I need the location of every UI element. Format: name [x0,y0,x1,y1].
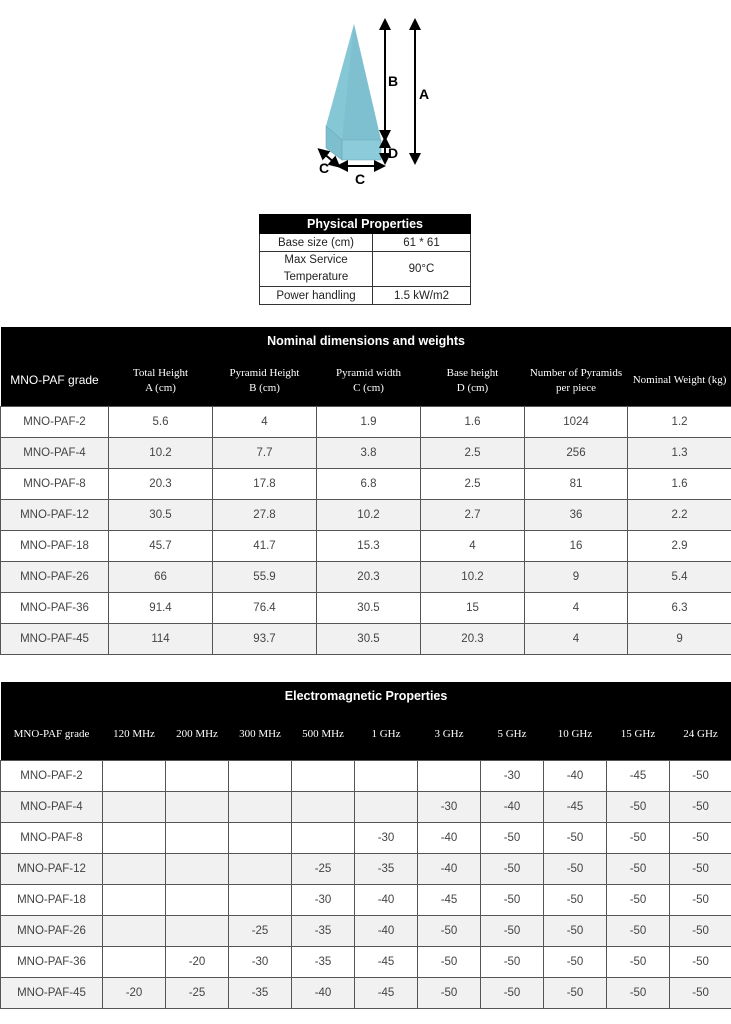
absorption-cell: -50 [544,916,607,947]
prop-label-line: Temperature [283,271,349,283]
value-cell: 4 [525,624,628,655]
header-line: Pyramid Height [229,366,300,379]
prop-label: Power handling [260,287,373,305]
absorption-cell: -50 [481,947,544,978]
absorption-cell [166,916,229,947]
absorption-cell: -40 [355,885,418,916]
grade-cell: MNO-PAF-8 [1,469,109,500]
value-cell: 1.3 [628,438,731,469]
value-cell: 5.6 [109,407,213,438]
dimensions-table [0,327,731,655]
table-row [1,624,731,655]
column-header [525,355,628,407]
absorption-cell: -50 [481,854,544,885]
value-cell: 4 [421,531,525,562]
table-row [1,407,731,438]
column-header: 3 GHz [418,709,481,761]
grade-cell: MNO-PAF-12 [1,500,109,531]
value-cell: 10.2 [421,562,525,593]
value-cell: 6.3 [628,593,731,624]
label-D: D [388,145,399,161]
absorption-cell: -50 [670,854,731,885]
table-row [1,823,731,854]
column-header: 15 GHz [607,709,670,761]
dimensions-title: Nominal dimensions and weights [1,327,731,355]
absorption-cell: -50 [607,823,670,854]
pyramid-dimension-diagram [300,0,450,190]
absorption-cell [103,792,166,823]
absorption-cell [229,854,292,885]
grade-cell: MNO-PAF-2 [1,407,109,438]
column-header [109,355,213,407]
absorption-cell [229,885,292,916]
absorption-cell: -30 [292,885,355,916]
label-B: B [388,73,399,89]
absorption-cell [103,854,166,885]
value-cell: 27.8 [213,500,317,531]
column-header: 200 MHz [166,709,229,761]
value-cell: 256 [525,438,628,469]
table-row [1,438,731,469]
absorption-cell: -50 [607,947,670,978]
absorption-cell: -50 [418,978,481,1009]
value-cell: 9 [628,624,731,655]
value-cell: 20.3 [421,624,525,655]
grade-cell: MNO-PAF-2 [1,761,103,792]
header-line: Base height [446,366,499,379]
value-cell: 91.4 [109,593,213,624]
absorption-cell: -50 [544,885,607,916]
value-cell: 36 [525,500,628,531]
table-row [1,469,731,500]
value-cell: 6.8 [317,469,421,500]
absorption-cell: -45 [607,761,670,792]
header-line: A (cm) [145,381,176,394]
grade-cell: MNO-PAF-26 [1,916,103,947]
absorption-cell: -35 [292,947,355,978]
absorption-cell [103,761,166,792]
absorption-cell: -50 [607,792,670,823]
value-cell: 16 [525,531,628,562]
value-cell: 10.2 [317,500,421,531]
absorption-cell: -40 [544,761,607,792]
value-cell: 17.8 [213,469,317,500]
absorption-cell [166,854,229,885]
value-cell: 1.9 [317,407,421,438]
table-row [1,593,731,624]
column-header: MNO-PAF grade [1,709,103,761]
value-cell: 20.3 [317,562,421,593]
header-line: per piece [556,381,596,394]
grade-cell: MNO-PAF-18 [1,531,109,562]
value-cell: 1.6 [421,407,525,438]
absorption-cell: -25 [292,854,355,885]
prop-label [260,252,373,287]
value-cell: 15 [421,593,525,624]
column-header: 300 MHz [229,709,292,761]
absorption-cell [166,761,229,792]
absorption-cell [103,916,166,947]
column-header: 24 GHz [670,709,731,761]
column-header [421,355,525,407]
absorption-cell: -45 [418,885,481,916]
absorption-cell: -50 [670,823,731,854]
absorption-cell: -40 [355,916,418,947]
value-cell: 5.4 [628,562,731,593]
header-line: C (cm) [353,381,384,394]
absorption-cell: -35 [229,978,292,1009]
header-line: D (cm) [456,381,489,394]
value-cell: 4 [213,407,317,438]
absorption-cell: -50 [418,916,481,947]
grade-cell: MNO-PAF-18 [1,885,103,916]
value-cell: 2.7 [421,500,525,531]
value-cell: 30.5 [317,593,421,624]
absorption-cell: -50 [670,885,731,916]
absorption-cell [103,885,166,916]
absorption-cell: -45 [355,947,418,978]
table-row [1,854,731,885]
absorption-cell: -50 [544,978,607,1009]
physical-properties-title: Physical Properties [260,215,471,234]
value-cell: 1.6 [628,469,731,500]
value-cell: 4 [525,593,628,624]
header-line: Pyramid width [335,366,402,379]
column-header [1,355,109,407]
absorption-cell: -50 [670,916,731,947]
table-row [1,916,731,947]
value-cell: 81 [525,469,628,500]
absorption-cell: -25 [229,916,292,947]
value-cell: 93.7 [213,624,317,655]
electromagnetic-table [0,682,731,1009]
grade-cell: MNO-PAF-4 [1,438,109,469]
value-cell: 45.7 [109,531,213,562]
column-header [213,355,317,407]
value-cell: 2.2 [628,500,731,531]
column-header: 1 GHz [355,709,418,761]
grade-cell: MNO-PAF-8 [1,823,103,854]
column-header [317,355,421,407]
absorption-cell: -35 [292,916,355,947]
table-row [1,531,731,562]
table-row [1,885,731,916]
value-cell: 15.3 [317,531,421,562]
absorption-cell: -50 [607,854,670,885]
absorption-cell: -45 [355,978,418,1009]
table-row [1,500,731,531]
absorption-cell: -30 [355,823,418,854]
absorption-cell: -50 [670,792,731,823]
value-cell: 76.4 [213,593,317,624]
absorption-cell [292,761,355,792]
absorption-cell [229,792,292,823]
header-line: Nominal Weight (kg) [632,374,727,386]
value-cell: 41.7 [213,531,317,562]
value-cell: 55.9 [213,562,317,593]
absorption-cell: -50 [418,947,481,978]
prop-value: 1.5 kW/m2 [373,287,471,305]
absorption-cell: -45 [544,792,607,823]
absorption-cell [292,823,355,854]
absorption-cell: -50 [544,854,607,885]
value-cell: 1.2 [628,407,731,438]
absorption-cell: -30 [229,947,292,978]
column-header: 5 GHz [481,709,544,761]
absorption-cell: -50 [607,885,670,916]
header-line: B (cm) [249,381,280,394]
table-row [1,947,731,978]
table-row [1,562,731,593]
header-line: Number of Pyramids [529,366,623,379]
value-cell: 66 [109,562,213,593]
grade-cell: MNO-PAF-12 [1,854,103,885]
absorption-cell [355,761,418,792]
table-row [1,792,731,823]
prop-label-line: Max Service [284,254,348,266]
absorption-cell: -50 [607,916,670,947]
absorption-cell: -40 [418,823,481,854]
value-cell: 30.5 [317,624,421,655]
absorption-cell: -40 [292,978,355,1009]
grade-cell: MNO-PAF-45 [1,978,103,1009]
absorption-cell: -40 [418,854,481,885]
absorption-cell: -20 [103,978,166,1009]
electromagnetic-title: Electromagnetic Properties [1,682,731,709]
prop-value: 61 * 61 [373,234,471,252]
absorption-cell: -50 [481,978,544,1009]
value-cell: 7.7 [213,438,317,469]
absorption-cell: -50 [481,885,544,916]
absorption-cell: -50 [607,978,670,1009]
value-cell: 114 [109,624,213,655]
absorption-cell: -25 [166,978,229,1009]
absorption-cell [103,823,166,854]
pyramid-shape [326,24,381,160]
header-line: Total Height [132,366,189,379]
label-C-width: C [355,171,366,187]
column-header: 120 MHz [103,709,166,761]
table-row [1,761,731,792]
absorption-cell: -50 [481,823,544,854]
absorption-cell [229,761,292,792]
grade-cell: MNO-PAF-36 [1,593,109,624]
column-header: 10 GHz [544,709,607,761]
label-C-depth: C [319,160,330,176]
value-cell: 2.5 [421,469,525,500]
value-cell: 2.5 [421,438,525,469]
absorption-cell [418,761,481,792]
grade-cell: MNO-PAF-26 [1,562,109,593]
physical-properties-table [259,214,471,305]
value-cell: 3.8 [317,438,421,469]
absorption-cell: -50 [481,916,544,947]
absorption-cell: -30 [418,792,481,823]
grade-cell: MNO-PAF-45 [1,624,109,655]
header-line: MNO-PAF grade [10,373,99,387]
label-A: A [419,86,430,102]
value-cell: 2.9 [628,531,731,562]
absorption-cell: -50 [544,947,607,978]
absorption-cell: -20 [166,947,229,978]
absorption-cell: -50 [544,823,607,854]
value-cell: 1024 [525,407,628,438]
absorption-cell: -50 [670,761,731,792]
absorption-cell [103,947,166,978]
absorption-cell [166,823,229,854]
column-header [628,355,731,407]
absorption-cell [166,792,229,823]
prop-value: 90°C [373,252,471,287]
grade-cell: MNO-PAF-4 [1,792,103,823]
value-cell: 30.5 [109,500,213,531]
absorption-cell: -50 [670,978,731,1009]
absorption-cell: -50 [670,947,731,978]
absorption-cell [292,792,355,823]
absorption-cell [229,823,292,854]
absorption-cell: -40 [481,792,544,823]
value-cell: 9 [525,562,628,593]
column-header: 500 MHz [292,709,355,761]
table-row [1,978,731,1009]
prop-label: Base size (cm) [260,234,373,252]
value-cell: 10.2 [109,438,213,469]
value-cell: 20.3 [109,469,213,500]
absorption-cell [355,792,418,823]
absorption-cell: -35 [355,854,418,885]
grade-cell: MNO-PAF-36 [1,947,103,978]
absorption-cell: -30 [481,761,544,792]
absorption-cell [166,885,229,916]
